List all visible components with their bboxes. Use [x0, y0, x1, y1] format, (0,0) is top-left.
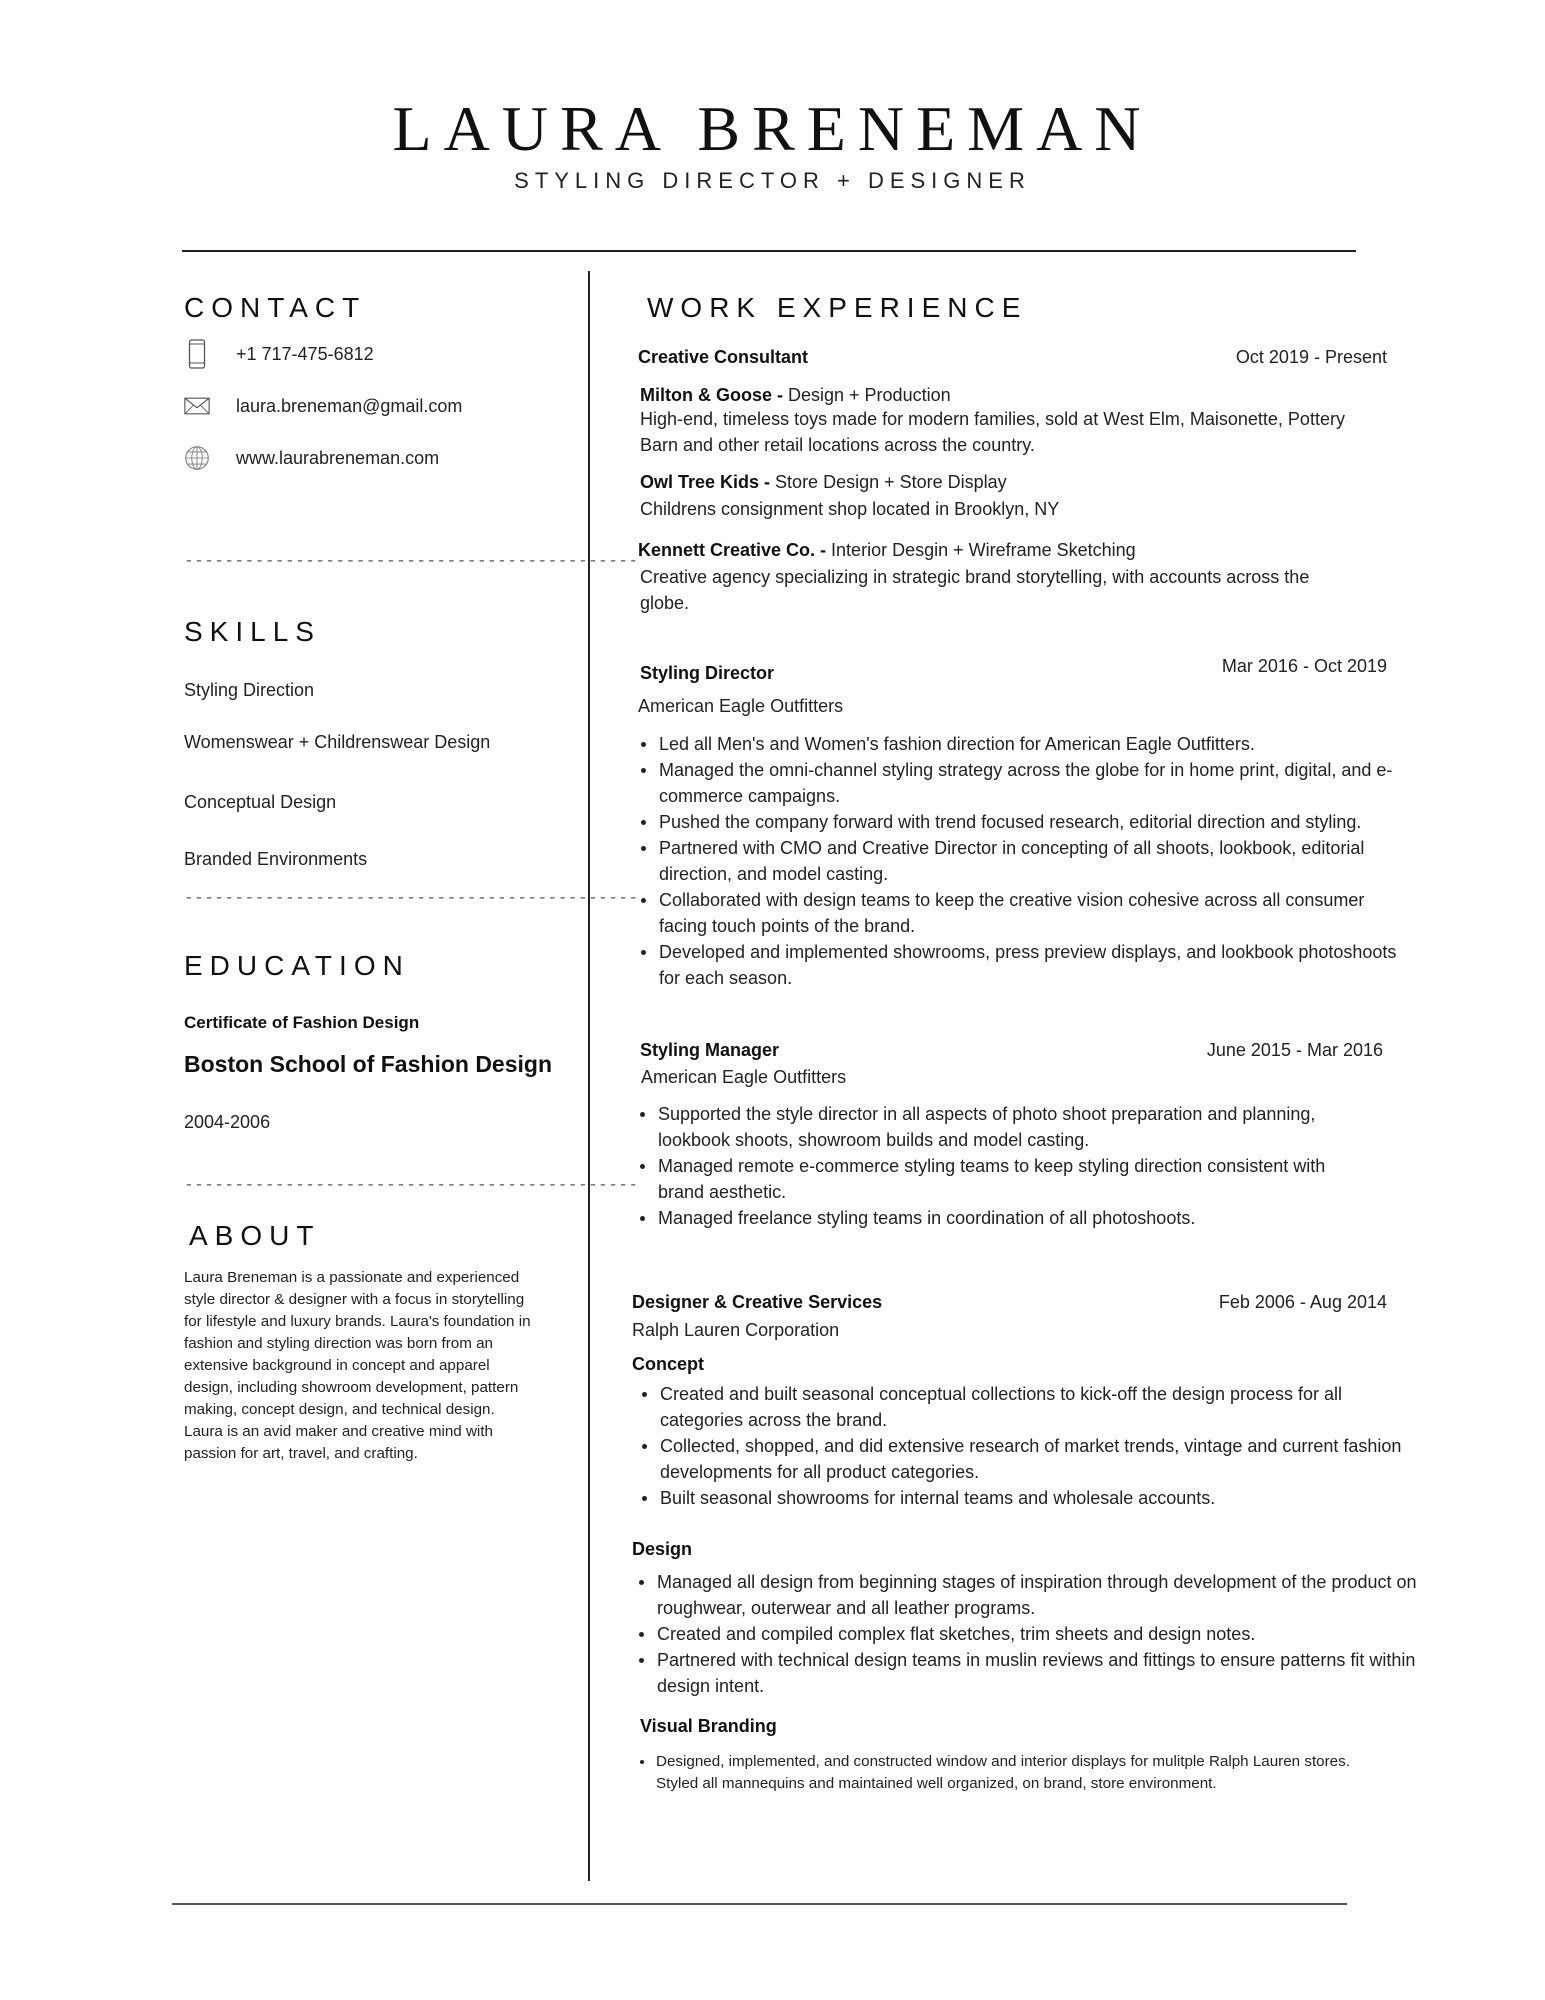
client-role: Design + Production [783, 385, 951, 405]
bullet-item: Created and compiled complex flat sketches, trim sheets and design notes. [657, 1621, 1417, 1647]
phone-icon [184, 339, 210, 369]
job-date: June 2015 - Mar 2016 [1206, 1040, 1383, 1060]
education-school: Boston School of Fashion Design [184, 1051, 552, 1077]
client-description: Creative agency specializing in strategic brand storytelling, with accounts across the globe. [640, 567, 1310, 613]
website-link[interactable]: www.laurabreneman.com [236, 447, 440, 468]
job-title: Creative Consultant [638, 347, 809, 367]
education-heading: EDUCATION [184, 950, 410, 981]
about-heading: ABOUT [189, 1220, 321, 1251]
company-name: American Eagle Outfitters [638, 696, 844, 716]
concept-subheading: Concept [632, 1354, 704, 1374]
client-description: Childrens consignment shop located in Brooklyn, NY [640, 499, 1060, 519]
divider-education: --------------------------------------------- [184, 1176, 639, 1194]
contact-heading: CONTACT [184, 292, 367, 323]
phone-number[interactable]: +1 717-475-6812 [236, 343, 374, 364]
bullet-item: Partnered with technical design teams in muslin reviews and fittings to ensure patterns fit within design intent. [657, 1647, 1417, 1699]
client-description: High-end, timeless toys made for modern families, sold at West Elm, Maisonette, Pottery Barn and other retail locations across the country. [640, 409, 1345, 455]
contact-phone [184, 334, 374, 374]
divider-skills: --------------------------------------------- [184, 889, 639, 907]
bullet-item: Created and built seasonal conceptual collections to kick-off the design process for all categories across the brand. [660, 1381, 1405, 1433]
bullet-item: Collaborated with design teams to keep the creative vision cohesive across all consumer facing touch points of the brand. [659, 887, 1409, 939]
bullet-list [631, 1101, 1358, 1231]
contact-email [184, 386, 463, 426]
skills-heading: SKILLS [184, 616, 321, 647]
company-name: Ralph Lauren Corporation [632, 1320, 840, 1340]
skill-item: Branded Environments [184, 849, 368, 869]
bullet-item: Built seasonal showrooms for internal teams and wholesale accounts. [660, 1485, 1405, 1511]
client-line [640, 472, 1007, 493]
education-years: 2004-2006 [184, 1112, 271, 1132]
skill-item: Styling Direction [184, 680, 315, 700]
job-date: Feb 2006 - Aug 2014 [1218, 1292, 1387, 1312]
client-line [638, 540, 1136, 561]
job-date: Mar 2016 - Oct 2019 [1221, 656, 1387, 676]
bullet-list [631, 1751, 1391, 1795]
client-name: Milton & Goose - [640, 385, 783, 405]
skill-item: Womenswear + Childrenswear Design [184, 732, 491, 752]
column-divider [588, 271, 590, 1881]
education-certificate: Certificate of Fashion Design [184, 1013, 420, 1032]
bullet-item: Supported the style director in all aspects of photo shoot preparation and planning, lookbook shoots, showroom builds and model casting. [658, 1101, 1358, 1153]
divider-contact: --------------------------------------------- [184, 552, 639, 570]
job-title: Designer & Creative Services [632, 1292, 883, 1312]
envelope-icon [184, 391, 210, 421]
skill-item: Conceptual Design [184, 792, 337, 812]
job-title: Styling Manager [640, 1040, 780, 1060]
bullet-item: Designed, implemented, and constructed window and interior displays for mulitple Ralph Lauren stores. Styled all mannequins and maintained well organized, on brand, store environment. [656, 1751, 1391, 1795]
bullet-item: Managed freelance styling teams in coordination of all photoshoots. [658, 1205, 1358, 1231]
bullet-list [633, 1381, 1405, 1511]
bullet-item: Pushed the company forward with trend focused research, editorial direction and styling. [659, 809, 1409, 835]
bullet-item: Managed the omni-channel styling strategy across the globe for in home print, digital, and e-commerce campaigns. [659, 757, 1409, 809]
client-line [640, 385, 951, 406]
client-role: Interior Desgin + Wireframe Sketching [826, 540, 1136, 560]
bullet-list [630, 1569, 1417, 1699]
resume-subtitle: STYLING DIRECTOR + DESIGNER [514, 168, 1031, 193]
contact-website [184, 438, 440, 478]
bullet-item: Collected, shopped, and did extensive research of market trends, vintage and current fashion developments for all product categories. [660, 1433, 1405, 1485]
client-name: Owl Tree Kids - [640, 472, 771, 492]
about-text: Laura Breneman is a passionate and experienced style director & designer with a focus in storytelling for lifestyle and luxury brands. Laura's foundation in fashion and styling direction was born from an extensive background in concept and apparel design, including showroom development, pattern making, concept design, and technical design. Laura is an avid maker and creative mind with passion for art, travel, and crafting. [184, 1269, 531, 1462]
globe-icon [184, 443, 210, 473]
bullet-item: Led all Men's and Women's fashion direction for American Eagle Outfitters. [659, 731, 1409, 757]
bullet-item: Managed remote e-commerce styling teams to keep styling direction consistent with brand aesthetic. [658, 1153, 1358, 1205]
bullet-item: Developed and implemented showrooms, press preview displays, and lookbook photoshoots for each season. [659, 939, 1409, 991]
resume-name: LAURA BRENEMAN [392, 93, 1153, 164]
design-subheading: Design [632, 1539, 693, 1559]
job-date: Oct 2019 - Present [1235, 347, 1387, 367]
bullet-item: Managed all design from beginning stages of inspiration through development of the product on roughwear, outerwear and all leather programs. [657, 1569, 1417, 1621]
client-role: Store Design + Store Display [770, 472, 1007, 492]
job-title: Styling Director [640, 663, 775, 683]
client-name: Kennett Creative Co. - [638, 540, 827, 560]
header-divider [182, 250, 1356, 252]
bullet-list [632, 731, 1409, 991]
company-name: American Eagle Outfitters [641, 1067, 847, 1087]
branding-subheading: Visual Branding [640, 1716, 777, 1736]
bullet-item: Partnered with CMO and Creative Director in concepting of all shoots, lookbook, editorial direction, and model casting. [659, 835, 1409, 887]
footer-divider [172, 1903, 1347, 1905]
email-address[interactable]: laura.breneman@gmail.com [236, 395, 463, 416]
work-heading: WORK EXPERIENCE [647, 292, 1028, 323]
